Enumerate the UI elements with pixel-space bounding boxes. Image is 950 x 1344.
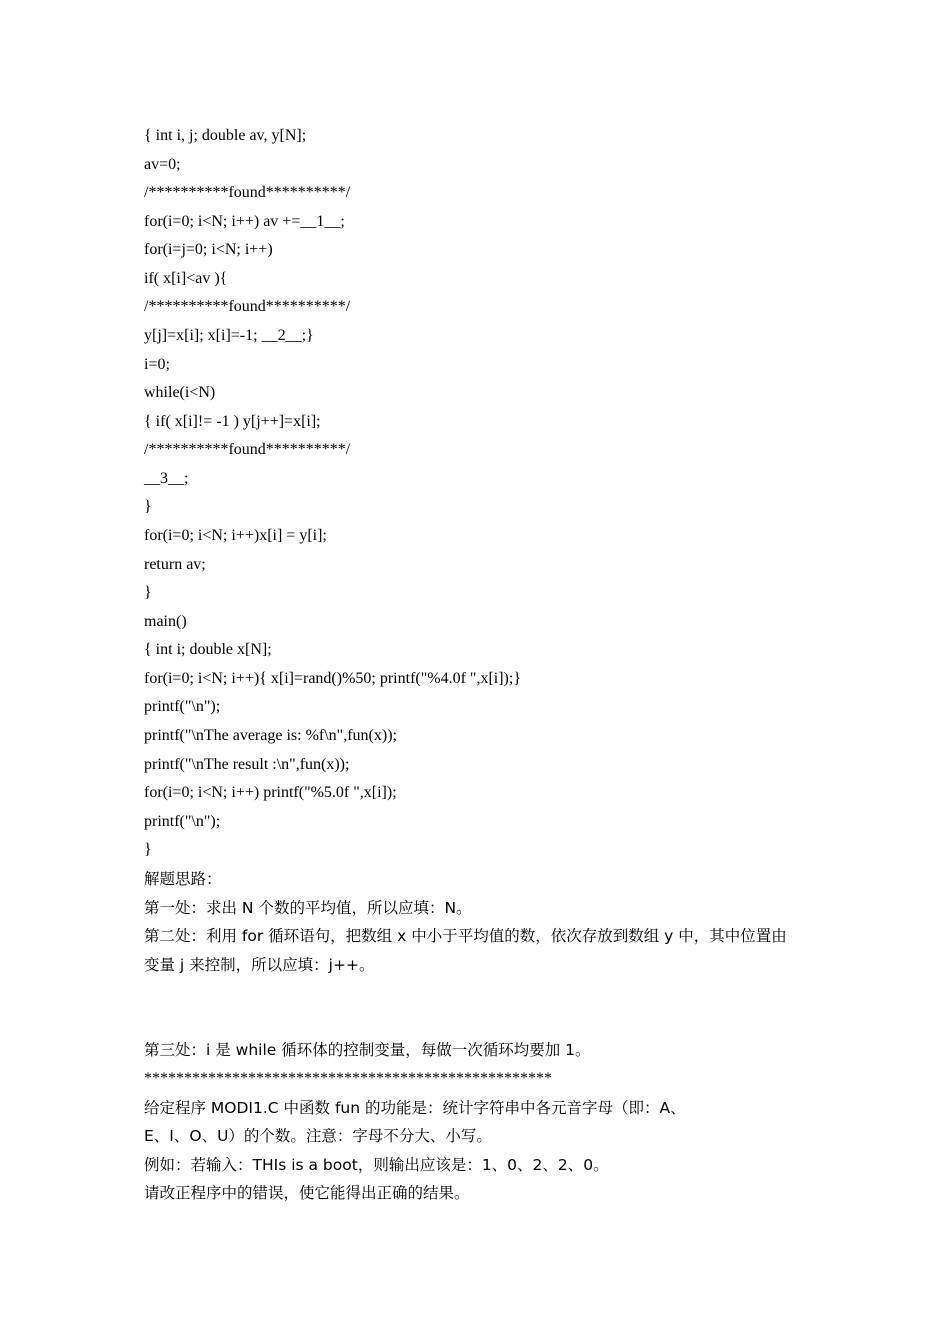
code-line: printf("\nThe average is: %f\n",fun(x)); (144, 727, 397, 744)
problem-description-line-2: E、I、O、U）的个数。注意：字母不分大、小写。 (144, 1127, 492, 1145)
code-line: for(i=0; i<N; i++) av +=__1__; (144, 213, 345, 230)
code-line: printf("\n"); (144, 813, 221, 830)
explanation-point-2-line-2: 变量 j 来控制，所以应填：j++。 (144, 956, 375, 974)
explanation-heading: 解题思路： (144, 870, 222, 888)
code-line: } (144, 841, 152, 858)
explanation-point-2-line-1: 第二处：利用 for 循环语句，把数组 x 中小于平均值的数，依次存放到数组 y 中，其中位置由 (144, 927, 787, 945)
code-line: y[j]=x[i]; x[i]=-1; __2__;} (144, 327, 314, 344)
code-line: return av; (144, 556, 206, 573)
explanation-point-1: 第一处：求出 N 个数的平均值，所以应填：N。 (144, 899, 472, 917)
code-line: i=0; (144, 356, 170, 373)
code-line: } (144, 584, 152, 601)
code-line: printf("\nThe result :\n",fun(x)); (144, 756, 350, 773)
code-line: main() (144, 613, 187, 630)
code-line: while(i<N) (144, 384, 216, 401)
code-line: if( x[i]<av ){ (144, 270, 228, 287)
code-line: for(i=0; i<N; i++){ x[i]=rand()%50; printf("%4.0f ",x[i]);} (144, 670, 521, 687)
code-line: av=0; (144, 156, 181, 173)
code-line: printf("\n"); (144, 698, 221, 715)
code-line: for(i=0; i<N; i++) printf("%5.0f ",x[i]); (144, 784, 397, 801)
problem-instruction-line: 请改正程序中的错误，使它能得出正确的结果。 (144, 1184, 470, 1202)
separator-line: *************************************************** (144, 1070, 552, 1087)
code-line: { int i; double x[N]; (144, 641, 272, 658)
code-line: for(i=0; i<N; i++)x[i] = y[i]; (144, 527, 327, 544)
code-line: { if( x[i]!= -1 ) y[j++]=x[i]; (144, 413, 321, 430)
code-line: for(i=j=0; i<N; i++) (144, 241, 273, 258)
explanation-point-3: 第三处：i 是 while 循环体的控制变量，每做一次循环均要加 1。 (144, 1041, 591, 1059)
problem-description-line-1: 给定程序 MODI1.C 中函数 fun 的功能是：统计字符串中各元音字母（即：A、 (144, 1099, 686, 1117)
code-line: /**********found**********/ (144, 184, 351, 201)
code-line: /**********found**********/ (144, 298, 351, 315)
problem-example-line: 例如：若输入：THIs is a boot，则输出应该是：1、0、2、2、0。 (144, 1156, 609, 1174)
code-line: __3__; (144, 470, 189, 487)
code-line: { int i, j; double av, y[N]; (144, 127, 307, 144)
code-line: /**********found**********/ (144, 441, 351, 458)
code-line: } (144, 498, 152, 515)
